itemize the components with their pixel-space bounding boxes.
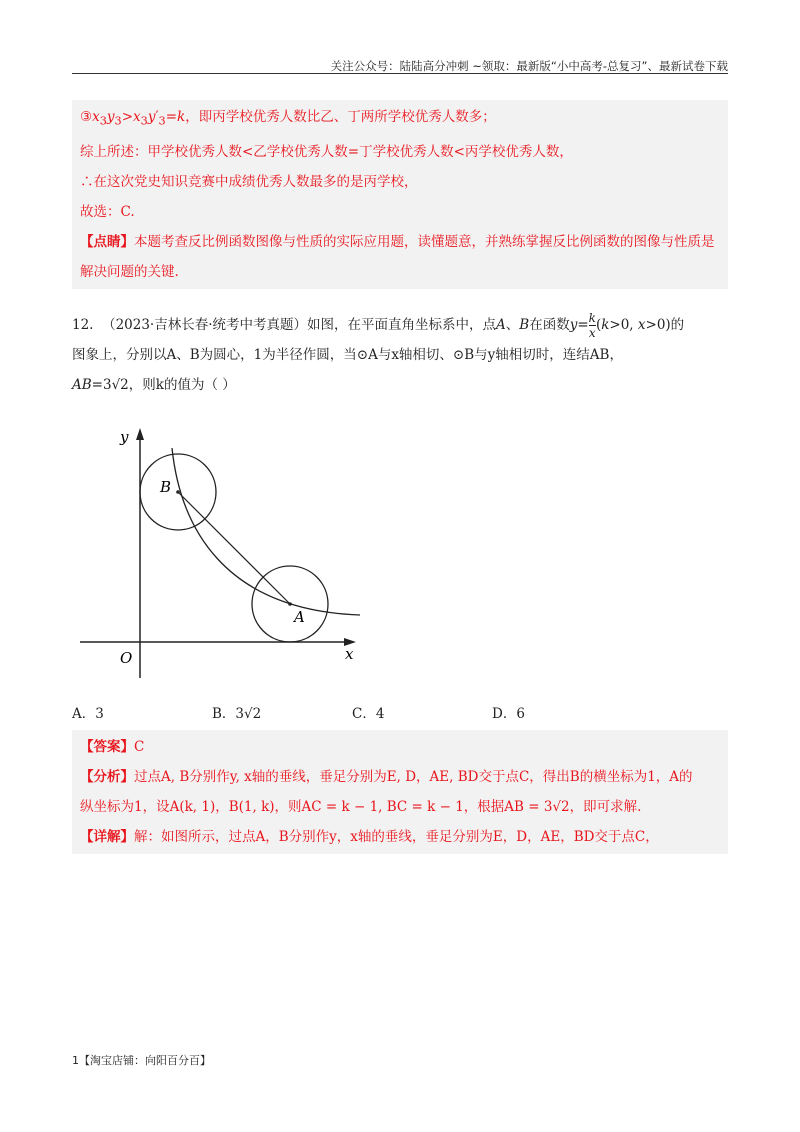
question-number: 12. bbox=[72, 317, 94, 333]
solution-line-2: 综上所述：甲学校优秀人数<乙学校优秀人数=丁学校优秀人数<丙学校优秀人数， bbox=[80, 143, 573, 160]
option-b: B．3√2 bbox=[212, 706, 262, 722]
dianjing-tag: 【点睛】 bbox=[80, 233, 134, 250]
solution-line-4: 故选：C. bbox=[80, 203, 135, 220]
answer-options bbox=[72, 702, 728, 722]
analysis-tag: 【分析】 bbox=[80, 769, 134, 785]
segment-ab bbox=[178, 492, 290, 604]
solution-line-1: $③x_3y_3>x_3y'_3=k$，即丙学校优秀人数比乙、丁两所学校优秀人数多； bbox=[80, 109, 496, 128]
header-rule bbox=[72, 73, 728, 74]
point-b-label: B bbox=[160, 478, 172, 496]
origin-label: O bbox=[120, 649, 133, 667]
analysis-line-2: 纵坐标为1，设A(k, 1)，B(1, k)，则AC = k − 1, BC = k − 1，根据AB = 3√2，即可求解. bbox=[80, 799, 642, 815]
question-line-1: 12. （2023·吉林长春·统考中考真题）如图，在平面直角坐标系中，点A、B在函数$y=\frac{k}{x}$ (k>0, x>0)的 bbox=[72, 311, 685, 340]
solution-tail bbox=[72, 100, 728, 289]
x-axis-label: x bbox=[345, 645, 354, 663]
solution-line-3: ∴在这次党史知识竞赛中成绩优秀人数最多的是丙学校， bbox=[80, 173, 418, 190]
option-a: A．3 bbox=[72, 706, 104, 722]
question-12 bbox=[72, 310, 728, 400]
answer-line bbox=[80, 732, 720, 762]
answer-tag: 【答案】 bbox=[80, 739, 134, 755]
page-footer: 1【淘宝店铺：向阳百分百】 bbox=[72, 1054, 211, 1067]
option-d: D．6 bbox=[492, 706, 525, 722]
answer-value: C bbox=[134, 739, 145, 755]
analysis-line-1: 【分析】过点A, B分别作y, x轴的垂线，垂足分别为E, D，AE, BD交于点C，得出B的横坐标为1，A的 bbox=[80, 769, 693, 785]
y-axis-arrow bbox=[136, 428, 144, 440]
y-axis-label: y bbox=[120, 428, 129, 446]
point-b bbox=[176, 490, 180, 494]
question-line-3: AB=3√2，则k的值为（ ） bbox=[72, 377, 236, 393]
question-line-2: 图象上，分别以A、B为圆心，1为半径作圆，当⊙A与x轴相切、⊙B与y轴相切时，连结AB， bbox=[72, 347, 623, 363]
detail-tag: 【详解】 bbox=[80, 829, 134, 845]
answer-block bbox=[72, 730, 728, 854]
coordinate-figure bbox=[72, 420, 372, 690]
page-header: 关注公众号：陆陆高分冲刺 ~领取：最新版“小中高考-总复习”、最新试卷下载 bbox=[330, 59, 728, 73]
dianjing-note: 【点睛】本题考查反比例函数图像与性质的实际应用题，读懂题意，并熟练掌握反比例函数的图像与性质是解决问题的关键. bbox=[80, 233, 715, 280]
point-a-label: A bbox=[294, 608, 305, 626]
hyperbola-curve bbox=[172, 448, 360, 615]
option-c: C．4 bbox=[352, 706, 385, 722]
question-source: （2023·吉林长春·统考中考真题） bbox=[102, 317, 308, 333]
detail-line: 【详解】解：如图所示，过点A，B分别作y，x轴的垂线，垂足分别为E，D，AE，BD交于点C， bbox=[80, 829, 659, 845]
point-a bbox=[288, 602, 292, 606]
